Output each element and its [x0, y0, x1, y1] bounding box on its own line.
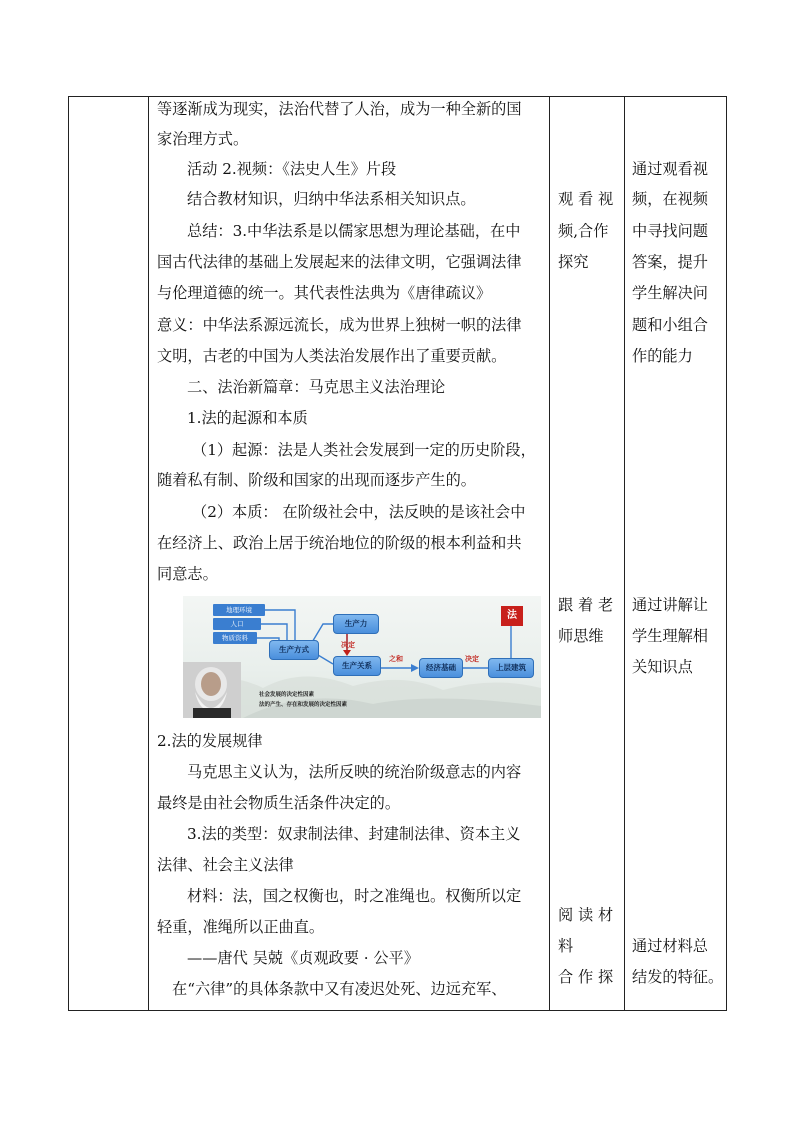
intent-line: 通过讲解让	[632, 596, 708, 614]
content-line: 最终是由社会物质生活条件决定的。	[157, 794, 400, 812]
content-line: 在“六律”的具体条款中又有凌迟处死、边远充军、	[172, 980, 507, 998]
diagram-caption-2: 法的产生、存在和发展的决定性因素	[259, 702, 348, 708]
intent-line: 学生理解相	[632, 627, 708, 645]
activity-line: 观 看 视	[558, 190, 614, 208]
citation-line: ——唐代 吴兢《贞观政要 · 公平》	[187, 949, 419, 967]
law-origin-diagram	[183, 596, 541, 718]
tag-material: 物质资料	[213, 632, 257, 644]
intent-line: 通过材料总	[632, 937, 708, 955]
activity-heading: 活动 2.视频：《法史人生》片段	[187, 160, 397, 178]
content-line: 在经济上、政治上居于统治地位的阶级的根本利益和共	[157, 534, 522, 552]
intent-line: 关知识点	[632, 658, 693, 676]
content-line: 家治理方式。	[157, 130, 249, 148]
content-line: 马克思主义认为，法所反映的统治阶级意志的内容	[187, 763, 522, 781]
marx-portrait	[183, 662, 241, 718]
column-divider-3	[624, 96, 625, 1011]
content-line: 轻重，准绳所以正曲直。	[157, 918, 325, 936]
intent-line: 频，在视频	[632, 190, 708, 208]
section-heading: 二、法治新篇章：马克思主义法治理论	[187, 378, 446, 396]
content-line: 文明，古老的中国为人类法治发展作出了重要贡献。	[157, 347, 507, 365]
node-economic-base: 经济基础	[419, 658, 463, 678]
content-line: 国古代法律的基础上发展起来的法律文明，它强调法律	[157, 253, 522, 271]
content-line: 法律、社会主义法律	[157, 856, 294, 874]
label-decide-1: 决定	[341, 641, 355, 649]
intent-line: 中寻找问题	[632, 222, 708, 240]
intent-line: 题和小组合	[632, 316, 708, 334]
node-production-mode: 生产方式	[269, 640, 319, 660]
tag-population: 人口	[213, 618, 261, 630]
intent-line: 答案，提升	[632, 253, 708, 271]
subsection-heading: 1.法的起源和本质	[187, 409, 308, 427]
intent-line: 作的能力	[632, 347, 693, 365]
intent-line: 结发的特征。	[632, 968, 724, 986]
law-badge: 法	[501, 606, 523, 626]
content-line: （2）本质： 在阶级社会中，法反映的是该社会中	[192, 503, 526, 521]
content-line: 同意志。	[157, 565, 218, 583]
content-line: 与伦理道德的统一。其代表性法典为《唐律疏议》	[157, 284, 492, 302]
content-line: 意义：中华法系源远流长，成为世界上独树一帜的法律	[157, 316, 522, 334]
material-line: 材料：法，国之权衡也，时之准绳也。权衡所以定	[187, 887, 522, 905]
activity-line: 阅 读 材	[558, 906, 614, 924]
column-divider-1	[148, 96, 149, 1011]
activity-line: 料	[558, 937, 574, 955]
node-productivity: 生产力	[333, 614, 379, 634]
content-line: （1）起源：法是人类社会发展到一定的历史阶段，	[192, 441, 536, 459]
intent-line: 通过观看视	[632, 160, 708, 178]
node-production-relations: 生产关系	[333, 656, 381, 676]
intent-line: 学生解决问	[632, 284, 708, 302]
node-superstructure: 上层建筑	[488, 658, 534, 678]
label-decide-2: 决定	[465, 655, 479, 663]
tag-geography: 地理环境	[213, 604, 265, 616]
subsection-heading: 3.法的类型：奴隶制法律、封建制法律、资本主义	[187, 825, 521, 843]
content-line: 随着私有制、阶级和国家的出现而逐步产生的。	[157, 471, 476, 489]
content-line: 结合教材知识，归纳中华法系相关知识点。	[187, 190, 476, 208]
label-sum: 之和	[389, 655, 403, 663]
diagram-caption-1: 社会发展的决定性因素	[259, 692, 315, 698]
subsection-heading: 2.法的发展规律	[157, 732, 263, 750]
activity-line: 探究	[558, 253, 589, 271]
activity-line: 合 作 探	[558, 968, 614, 986]
activity-line: 频,合作	[558, 222, 609, 240]
content-line: 等逐渐成为现实，法治代替了人治，成为一种全新的国	[157, 100, 522, 118]
activity-line: 跟 着 老	[558, 596, 614, 614]
activity-line: 师思维	[558, 627, 604, 645]
summary-line: 总结：3.中华法系是以儒家思想为理论基础，在中	[187, 222, 521, 240]
